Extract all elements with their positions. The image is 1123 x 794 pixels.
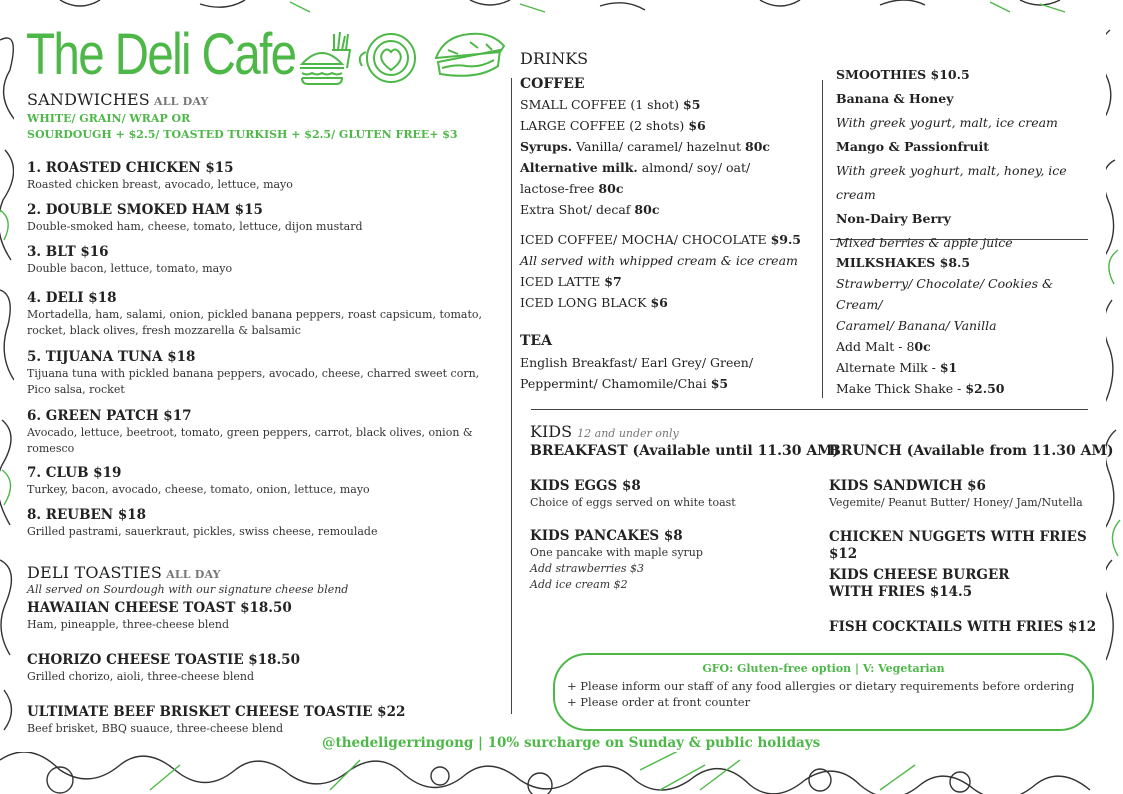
item-desc: Tijuana tuna with pickled banana peppers, avocado, cheese, charred sweet corn, Pico salsa, rocket: [27, 367, 480, 396]
list-item: [27, 465, 497, 507]
flavour-line: Strawberry/ Chocolate/ Cookies & Cream/: [836, 276, 1054, 312]
bread-extras: SOURDOUGH + $2.5/ TOASTED TURKISH + $2.5/ GLUTEN FREE+ $3: [27, 128, 458, 141]
sandwich-list: [27, 160, 497, 547]
tea-list: [520, 352, 820, 394]
item-desc: With greek yoghurt, malt, honey, ice cream: [836, 163, 1067, 202]
burger-fries-icon: [300, 32, 350, 84]
breakfast-heading: BREAKFAST (Available until 11.30 AM): [530, 443, 840, 459]
allergy-note: + Please inform our staff of any food allergies or dietary requirements before ordering: [567, 679, 1075, 693]
list-item: Add Malt - 80c: [836, 339, 931, 354]
iced-note: All served with whipped cream & ice cream: [520, 253, 798, 268]
footer-text: @thedeligerringong | 10% surcharge on Sunday & public holidays: [322, 735, 821, 751]
item-desc: With greek yogurt, malt, ice cream: [836, 115, 1058, 130]
coffee-heading: COFFEE: [520, 76, 585, 92]
item-desc: Beef brisket, BBQ suauce, three-cheese blend: [27, 722, 284, 735]
kids-heading: KIDS 12 and under only: [530, 422, 679, 441]
list-item: [27, 704, 497, 737]
item-name: 6. GREEN PATCH $17: [27, 408, 192, 424]
item-desc: Mortadella, ham, salami, onion, pickled banana peppers, roast capsicum, tomato, rocket, black olives, fresh mozzarella & balsamic: [27, 308, 483, 337]
list-item: [27, 160, 497, 202]
list-item: [27, 290, 497, 349]
kids-brunch-list: [829, 478, 1109, 636]
list-item: Extra Shot/ decaf 80c: [520, 202, 660, 217]
milkshakes-heading: MILKSHAKES $8.5: [836, 255, 971, 270]
list-item: [27, 507, 497, 547]
toasties-note: All served on Sourdough with our signature cheese blend: [27, 583, 349, 596]
list-item: ICED LATTE $7: [520, 274, 622, 289]
latte-art-icon: [360, 34, 415, 82]
list-item: [27, 202, 497, 244]
list-item: [27, 652, 497, 704]
list-item: [27, 349, 497, 408]
item-desc: Grilled pastrami, sauerkraut, pickles, swiss cheese, remoulade: [27, 525, 378, 538]
item-name: Banana & Honey: [836, 91, 954, 106]
list-item: ICED COFFEE/ MOCHA/ CHOCOLATE $9.5: [520, 232, 802, 247]
item-name: 3. BLT $16: [27, 244, 109, 260]
item-desc: Double-smoked ham, cheese, tomato, lettuce, dijon mustard: [27, 220, 363, 233]
list-item: ICED LONG BLACK $6: [520, 295, 668, 310]
item-name: KIDS SANDWICH $6: [829, 478, 986, 494]
list-item: [27, 244, 497, 290]
smoothies-heading: SMOOTHIES $10.5: [836, 67, 970, 82]
item-name: 2. DOUBLE SMOKED HAM $15: [27, 202, 263, 218]
list-item: FISH COCKTAILS WITH FRIES $12: [829, 619, 1097, 635]
item-desc: Grilled chorizo, aioli, three-cheese blend: [27, 670, 255, 683]
order-note: + Please order at front counter: [567, 695, 751, 709]
item-name: 5. TIJUANA TUNA $18: [27, 349, 196, 365]
item-name: KIDS PANCAKES $8: [530, 528, 683, 544]
item-name: HAWAIIAN CHEESE TOAST $18.50: [27, 600, 292, 616]
item-desc: Avocado, lettuce, beetroot, tomato, green peppers, carrot, black olives, onion & romesco: [27, 426, 473, 455]
page-title: The Deli Cafe: [26, 22, 296, 87]
list-item: Alternative milk. almond/ soy/ oat/: [520, 160, 751, 175]
list-item: LARGE COFFEE (2 shots) $6: [520, 118, 706, 133]
smoothie-list: [836, 87, 1101, 255]
list-item: Make Thick Shake - $2.50: [836, 381, 1005, 396]
item-desc: Vegemite/ Peanut Butter/ Honey/ Jam/Nutella: [829, 496, 1083, 509]
item-desc: Double bacon, lettuce, tomato, mayo: [27, 262, 233, 275]
list-item: [27, 408, 497, 465]
item-name: 8. REUBEN $18: [27, 507, 146, 523]
list-item-cont: WITH FRIES $14.5: [829, 584, 973, 600]
item-desc: Ham, pineapple, three-cheese blend: [27, 618, 230, 631]
item-desc: Turkey, bacon, avocado, cheese, tomato, onion, lettuce, mayo: [27, 483, 370, 496]
item-addon: Add ice cream $2: [530, 578, 628, 591]
toasties-heading: DELI TOASTIES ALL DAY: [27, 563, 221, 582]
list-item: [530, 528, 820, 593]
item-addon: Add strawberries $3: [530, 562, 645, 575]
tea-line: English Breakfast/ Earl Grey/ Green/: [520, 355, 754, 370]
list-item: [27, 600, 497, 652]
item-desc: Roasted chicken breast, avocado, lettuce, mayo: [27, 178, 293, 191]
list-item: [829, 478, 1109, 529]
column-divider: [511, 78, 512, 714]
drinks-divider: [822, 80, 823, 398]
kids-breakfast-list: [530, 478, 820, 593]
list-item: lactose-free 80c: [520, 181, 624, 196]
sandwich-icon: [436, 34, 504, 76]
item-desc: One pancake with maple syrup: [530, 546, 703, 559]
item-name: 7. CLUB $19: [27, 465, 122, 481]
tea-heading: TEA: [520, 333, 552, 349]
dietary-legend: GFO: Gluten-free option | V: Vegetarian: [702, 662, 945, 675]
item-name: 1. ROASTED CHICKEN $15: [27, 160, 234, 176]
toastie-list: [27, 600, 497, 737]
item-name: Mango & Passionfruit: [836, 139, 990, 154]
item-name: ULTIMATE BEEF BRISKET CHEESE TOASTIE $22: [27, 704, 406, 720]
bread-options: WHITE/ GRAIN/ WRAP OR: [27, 112, 191, 125]
tea-line: Peppermint/ Chamomile/Chai $5: [520, 376, 729, 391]
flavour-line: Caramel/ Banana/ Vanilla: [836, 318, 997, 333]
brunch-heading: BRUNCH (Available from 11.30 AM): [829, 443, 1114, 459]
item-desc: Mixed berries & apple juice: [836, 235, 1013, 250]
list-item: [530, 478, 820, 528]
list-item: Alternate Milk - $1: [836, 360, 958, 375]
item-desc: Choice of eggs served on white toast: [530, 496, 736, 509]
drinks-heading: DRINKS: [520, 49, 589, 68]
kids-divider: [531, 409, 1088, 410]
list-item: SMALL COFFEE (1 shot) $5: [520, 97, 701, 112]
iced-list: [520, 229, 820, 313]
milkshake-list: [836, 273, 1101, 399]
header-illustrations: [298, 28, 513, 86]
item-name: KIDS EGGS $8: [530, 478, 641, 494]
list-item: Syrups. Vanilla/ caramel/ hazelnut 80c: [520, 139, 771, 154]
item-name: CHORIZO CHEESE TOASTIE $18.50: [27, 652, 300, 668]
list-item: CHICKEN NUGGETS WITH FRIES $12: [829, 529, 1087, 562]
coffee-list: [520, 94, 820, 220]
sandwiches-heading: SANDWICHES ALL DAY: [27, 90, 209, 109]
list-item: KIDS CHEESE BURGER: [829, 567, 1010, 583]
item-name: 4. DELI $18: [27, 290, 117, 306]
item-name: Non-Dairy Berry: [836, 211, 951, 226]
